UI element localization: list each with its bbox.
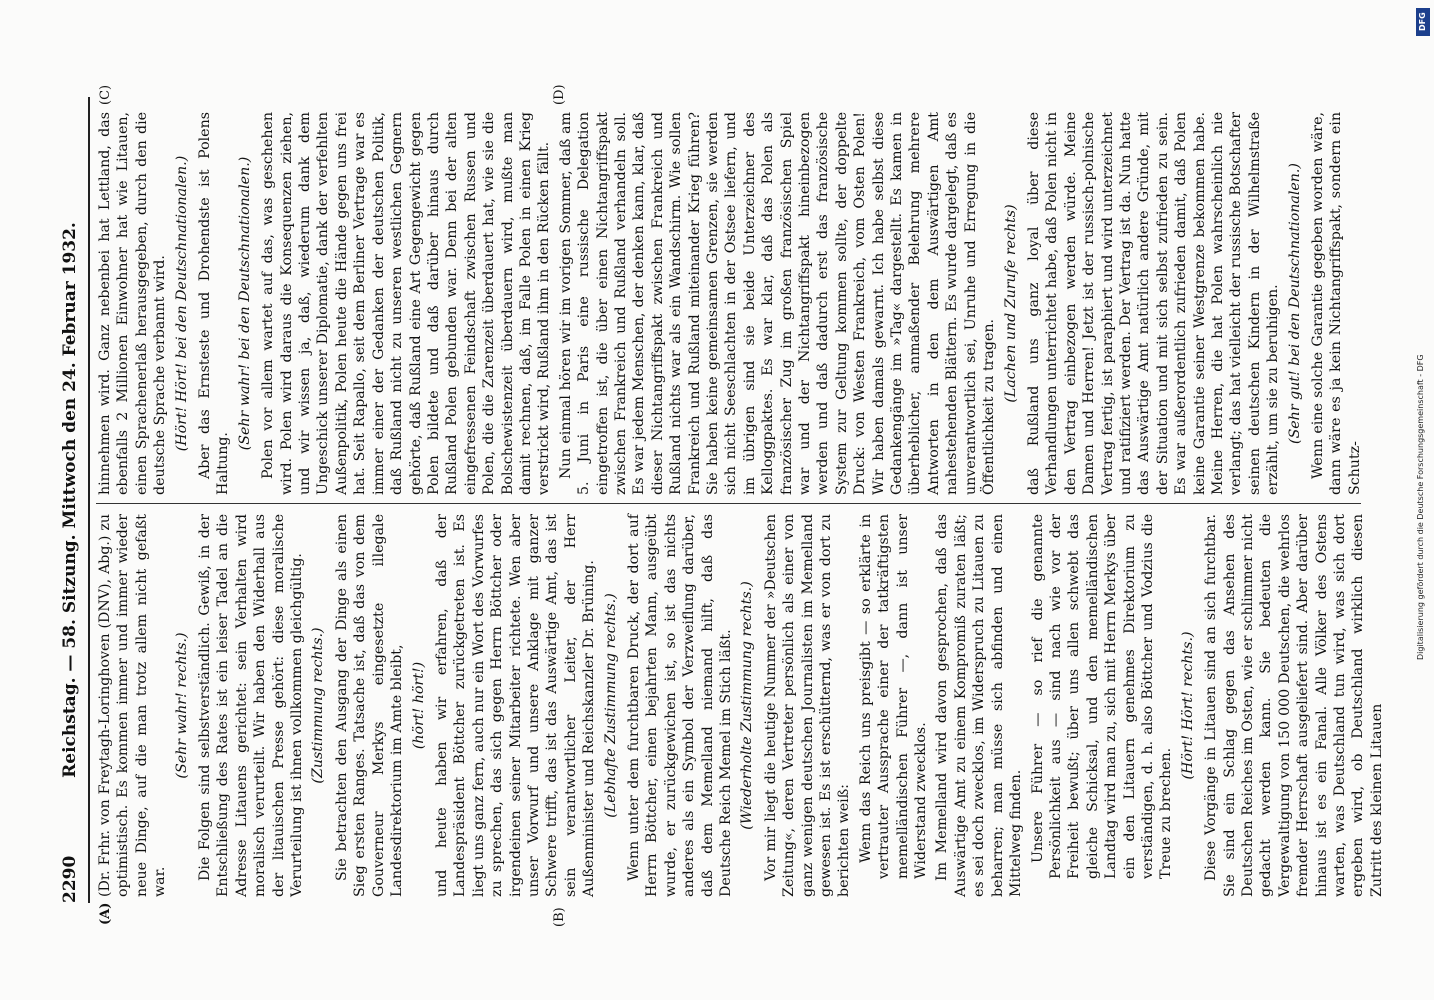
interjection: (Sehr gut! bei den Deutschnationalen.) <box>1286 163 1303 444</box>
interjection: (Hört! Hört! rechts.) <box>1179 631 1196 780</box>
paragraph: (Dr. Frhr. von Freytagh-Loringhoven (DNV), Abg.) zu optimistisch. Es kommen immer und immer wieder neue Dinge, auf die man trotz allem nicht gefaßt war. <box>97 514 169 897</box>
quotation: Wenn das Reich uns preisgibt — so erklärte in vertrauter Aussprache einer der tatkräftigsten memelländischen Führer —, dann ist unser Widerstand zwecklos. <box>857 514 930 879</box>
header-rule <box>88 97 90 903</box>
right-column <box>96 112 1366 495</box>
paragraph: daß Rußland uns ganz loyal über diese Verhandlungen unterrichtet habe, daß Polen nicht in den Vertrag einbezogen werden würde. Meine Damen und Herren! Jetzt ist der russisch-polnische Vertrag fertig, ist paraphiert und wird unterzeichnet und ratifiziert werden. Der Vertrag ist da. Nun hatte das Auswärtige Amt natürlich andere Gründe, mit der Situation und mit sich selbst zufrieden zu sein. Es war außerordentlich zufrieden damit, daß Polen keine Garantie seiner Westgrenze bekommen habe. Meine Herren, die hat Polen wahrscheinlich nie verlangt; das hat vielleicht der russische Botschafter seinen deutschen Kindern in der Wilhelmstraße erzählt, um sie zu beruhigen. <box>1025 112 1282 495</box>
column-divider <box>96 503 1361 504</box>
quotation: Unsere Führer — so rief die genannte Persönlichkeit aus — sind nach wie vor der Freiheit bewußt; über uns allen schwebt das gleiche Schicksal, und den memelländischen Landtag wird man zu, sich mit Herrn Merkys über ein den Litauern genehmes Direktorium zu verständigen, d. h. also Böttcher und Vodzius die Treue zu brechen. <box>1029 514 1175 879</box>
digitization-sidebar <box>1414 0 1434 1000</box>
paragraph: Vor mir liegt die heutige Nummer der »Deutschen Zeitung«, deren Vertreter persönlich als einer von ganz wenigen deutschen Journalisten im Memelland gewesen ist. Es ist erschütternd, was er von dort zu berichten weiß: <box>762 514 853 897</box>
margin-marker-a: (A) <box>98 902 113 925</box>
left-column <box>96 514 1385 897</box>
interjection: (hört! hört!) <box>410 661 427 750</box>
rotated-page <box>52 84 1385 927</box>
margin-marker-d: (D) <box>552 84 567 105</box>
paragraph: hinnehmen wird. Ganz nebenbei hat Lettland, das ebenfalls 2 Millionen Einwohner hat wie Litauen, einen Sprachenerlaß herausgegeben, durch den die deutsche Sprache verbannt wird. <box>97 112 169 495</box>
interjection: (Lachen und Zurufe rechts) <box>1002 204 1019 403</box>
funding-credit: Digitalisierung gefördert durch die Deutsche Forschungsgemeinschaft - DFG <box>1416 354 1425 660</box>
paragraph: und heute haben wir erfahren, daß der Landespräsident Böttcher zurückgetreten ist. Es liegt uns ganz fern, auch nur ein Wort des Vorwurfes zu sprechen, das sich gegen Herrn Böttcher oder irgendeinen seiner Mitarbeiter richtete. Wen aber unser Vorwurf und unsere Anklage mit ganzer Schwere trifft, das ist das Auswärtige Amt, das ist sein verantwortlicher Leiter, der Herr Außenminister und Reichskanzler Dr. Brüning. <box>433 514 598 897</box>
paragraph: Polen vor allem wartet auf das, was geschehen wird. Polen wird daraus die Konsequenzen ziehen, und wir wissen ja, daß, wiederum dank dem Ungeschick unserer Diplomatie, dank der verfehlten Außenpolitik, Polen heute die Hände gegen uns frei hat. Seit Rapallo, seit dem Berliner Vertrage war es immer einer der Gedanken der deutschen Politik, daß Rußland nicht zu unseren westlichen Gegnern gehörte, daß Rußland eine Art Gegengewicht gegen Polen bildete und daß darüber hinaus durch Rußland Polen gebunden war. Denn bei der alten eingefressenen Feindschaft zwischen Russen und Polen, die die Zarenzeit überdauert hat, wie sie die Bolschewistenzeit überdauern wird, mußte man damit rechnen, daß, im Falle Polen in einen Krieg verstrickt wird, Rußland ihm in den Rücken fällt. <box>260 112 553 495</box>
session-title: Reichstag. — 58. Sitzung. Mittwoch den 24. Februar 1932. <box>60 222 80 778</box>
paragraph: Aber das Ernsteste und Drohendste ist Polens Haltung. <box>197 112 232 495</box>
interjection: (Sehr wahr! rechts.) <box>173 632 190 779</box>
paragraph: Sie betrachten den Ausgang der Dinge als einen Sieg ersten Ranges. Tatsache ist, daß das von dem Gouverneur Merkys eingesetzte illegale Landesdirektorium im Amte bleibt, <box>333 514 406 897</box>
margin-marker-b: (B) <box>552 907 567 927</box>
interjection: (Wiederholte Zustimmung rechts.) <box>739 581 756 830</box>
margin-marker-c: (C) <box>98 84 113 105</box>
interjection: (Hört! Hört! bei den Deutschnationalen.) <box>173 155 190 452</box>
paragraph: Diese Vorgänge in Litauen sind an sich furchtbar. Sie sind ein Schlag gegen das Ansehen des Deutschen Reiches im Osten, wie er schlimmer nicht gedacht werden kann. Sie bedeuten die Vergewaltigung von 150 000 Deutschen, die wehrlos fremder Herrschaft ausgeliefert sind. Aber darüber hinaus ist es ein Fanal. Alle Völker des Ostens warten, was Deutschland tun wird, was sich dort ergeben wird, ob Deutschland wirklich diesen Zutritt des kleinen Litauen <box>1203 514 1385 897</box>
page-number: 2290 <box>60 855 80 903</box>
page-header <box>60 97 86 903</box>
interjection: (Zustimmung rechts.) <box>310 627 327 784</box>
paragraph: Die Folgen sind selbstverständlich. Gewiß, in der Entschließung des Rates ist ein leiser Tadel an die Adresse Litauens gerichtet: sein Verhalten wird moralisch verurteilt. Wir haben den Widerhall aus der litauischen Presse gehört: diese moralische Verurteilung ist ihnen vollkommen gleichgültig. <box>197 514 306 897</box>
interjection: (Lebhafte Zustimmung rechts.) <box>602 593 619 818</box>
dfg-logo: DFG <box>1416 8 1430 36</box>
paragraph: Nun einmal hören wir im vorigen Sommer, daß am 5. Juni in Paris eine russische Delegation eingetroffen ist, die über einen Nichtangriffspakt zwischen Frankreich und Rußland verhandeln soll. Es war jedem Menschen, der denken kann, klar, daß dieser Nichtangriffspakt zwischen Frankreich und Rußland nichts war als ein Wandschirm. Wie sollen Frankreich und Rußland miteinander Krieg führen? Sie haben keine gemeinsamen Grenzen, sie werden sich nicht Seeschlachten in der Ostsee liefern, und im übrigen sind sie beide Unterzeichner des Kelloggpaktes. Es war klar, daß das Polen als französischer Zug im großen französischen Spiel war und der Nichtangriffspakt hineinbezogen werden und daß dadurch erst das französische System zur Geltung kommen sollte, der doppelte Druck: von Westen Frankreich, vom Osten Polen! Wir haben damals gewarnt. Ich habe selbst diese Gedankengänge im »Tag« dargestellt. Es kamen in überheblicher, anmaßender Belehrung mehrere Antworten in den dem Auswärtigen Amt nahestehenden Blättern. Es wurde dargelegt, daß es unverantwortlich sei, Unruhe und Erregung in die Öffentlichkeit zu tragen. <box>557 112 998 495</box>
interjection: (Sehr wahr! bei den Deutschnationalen.) <box>236 156 253 451</box>
paragraph: Wenn unter dem furchtbaren Druck, der dort auf Herrn Böttcher, einen bejahrten Mann, ausgeübt wurde, er zurückgewichen ist, so ist das nichts anderes als ein Symbol der Verzweiflung darüber, daß dem Memelland niemand hilft, daß das Deutsche Reich Memel im Stich läßt. <box>625 514 734 897</box>
paragraph: Im Memelland wird davon gesprochen, daß das Auswärtige Amt zu einem Kompromiß zuraten läßt; es sei doch zwecklos, im Widerspruch zu Litauen zu beharren; man müsse sich abfinden und einen Mittelweg finden. <box>934 514 1025 897</box>
paragraph: Wenn eine solche Garantie gegeben worden wäre, dann wäre es ja kein Nichtangriffspakt, sondern ein Schutz- <box>1310 112 1363 495</box>
